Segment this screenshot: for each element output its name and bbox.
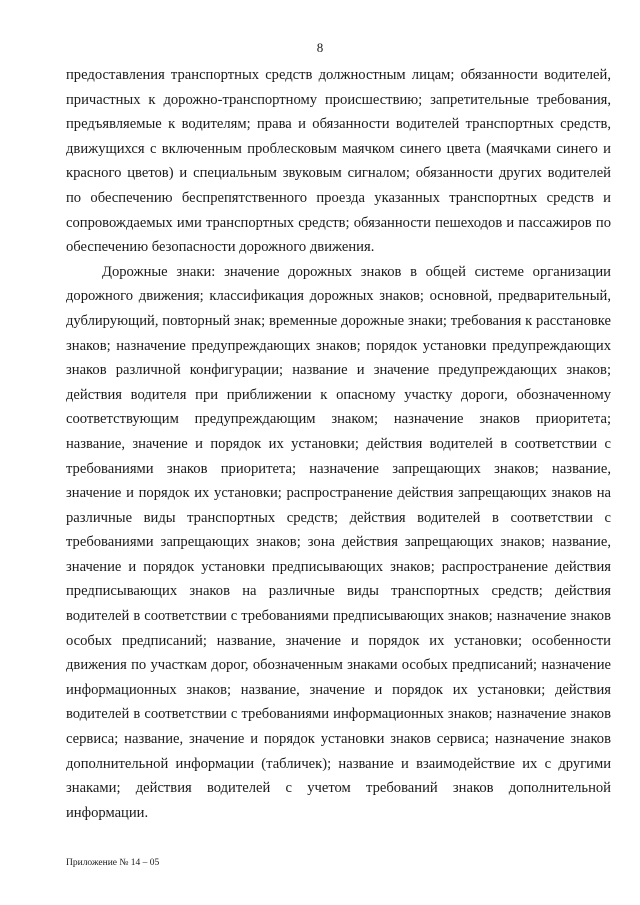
page-number: 8 [316, 40, 324, 55]
paragraph-continuation: предоставления транспортных средств должностным лицам; обязанности водителей, причастных к дорожно-транспортному происшествию; запретительные требования, предъявляемые к водителям; права и обязанности водителей транспортных средств, движущихся с включенным проблесковым маячком синего цвета (маячками синего и красного цветов) и специальным звуковым сигналом; обязанности других водителей по обеспечению беспрепятственного проезда указанных транспортных средств и сопровождаемых ими транспортных средств; обязанности пешеходов и пассажиров по обеспечению безопасности дорожного движения. [66, 67, 611, 256]
body-text [66, 63, 611, 825]
paragraph-road-signs: Дорожные знаки: значение дорожных знаков в общей системе организации дорожного движения; классификация дорожных знаков; основной, предварительный, дублирующий, повторный знак; временные дорожные знаки; требования к расстановке знаков; назначение предупреждающих знаков; порядок установки предупреждающих знаков различной конфигурации; название и значение предупреждающих знаков; действия водителя при приближении к опасному участку дороги, обозначенному соответствующим предупреждающим знаком; назначение знаков приоритета; название, значение и порядок их установки; действия водителей в соответствии с требованиями знаков приоритета; назначение запрещающих знаков; название, значение и порядок их установки; распространение действия запрещающих знаков на различные виды транспортных средств; действия водителей в соответствии с требованиями запрещающих знаков; зона действия запрещающих знаков; название, значение и порядок установки предписывающих знаков; распространение действия предписывающих знаков на различные виды транспортных средств; действия водителей в соответствии с требованиями предписывающих знаков; назначение знаков особых предписаний; название, значение и порядок их установки; особенности движения по участкам дорог, обозначенным знаками особых предписаний; назначение информационных знаков; название, значение и порядок их установки; действия водителей в соответствии с требованиями информационных знаков; назначение знаков сервиса; название, значение и порядок установки знаков сервиса; назначение знаков дополнительной информации (табличек); название и взаимодействие их с другими знаками; действия водителей с учетом требований знаков дополнительной информации. [66, 263, 611, 821]
footer-note: Приложение № 14 – 05 [66, 858, 160, 868]
